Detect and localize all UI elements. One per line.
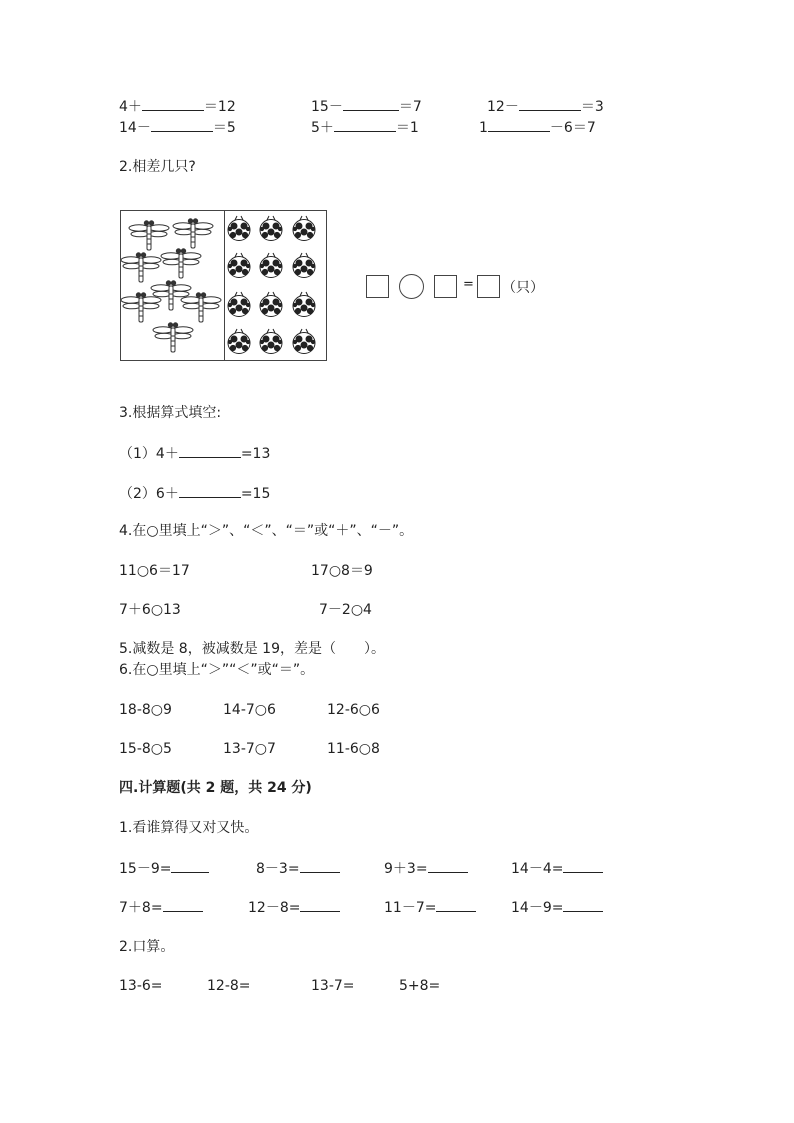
calc-item: 11－7=: [384, 897, 476, 918]
question-3-title: 3.根据算式填空:: [119, 405, 222, 421]
q6-item: 11-6○8: [327, 741, 380, 757]
answer-blank[interactable]: [300, 897, 340, 912]
calc-item: 14－9=: [511, 897, 603, 918]
answer-blank[interactable]: [436, 897, 476, 912]
answer-box[interactable]: [477, 275, 500, 298]
answer-blank[interactable]: [179, 483, 241, 498]
answer-blank[interactable]: [343, 96, 399, 111]
q4-item: 11○6＝17: [119, 563, 190, 579]
calc-item: 8－3=: [256, 858, 340, 879]
calc-2-title: 2.口算。: [119, 939, 175, 955]
answer-blank[interactable]: [171, 858, 209, 873]
dragonfly-ladybug-figure: [120, 210, 327, 361]
answer-blank[interactable]: [519, 96, 581, 111]
answer-blank[interactable]: [488, 117, 550, 132]
answer-blank[interactable]: [334, 117, 396, 132]
mental-calc-item: 13-6=: [119, 978, 163, 994]
mental-calc-item: 5+8=: [399, 978, 441, 994]
unit-label: （只）: [502, 280, 544, 296]
question-6-title: 6.在○里填上“＞”“＜”或“＝”。: [119, 662, 315, 678]
answer-blank[interactable]: [179, 443, 241, 458]
q3-item-1: （1）4＋ =13: [119, 443, 270, 463]
fill-item: 14－ ＝5: [119, 117, 236, 138]
ladybug-group-icon: [225, 211, 328, 360]
answer-box[interactable]: [366, 275, 389, 298]
fill-item: 12－ ＝3: [487, 96, 604, 117]
answer-box[interactable]: [434, 275, 457, 298]
calc-item: 14－4=: [511, 858, 603, 879]
question-4-title: 4.在○里填上“＞”、“＜”、“＝”或“＋”、“－”。: [119, 523, 414, 539]
section-4-title: 四.计算题(共 2 题，共 24 分): [119, 780, 312, 796]
fill-item: 1 －6＝7: [479, 117, 596, 138]
q6-item: 13-7○7: [223, 741, 276, 757]
q4-item: 17○8＝9: [311, 563, 373, 579]
q6-item: 12-6○6: [327, 702, 380, 718]
mental-calc-item: 13-7=: [311, 978, 355, 994]
mental-calc-item: 12-8=: [207, 978, 251, 994]
operator-circle[interactable]: [399, 274, 424, 299]
dragonfly-group-icon: [121, 211, 224, 360]
answer-blank[interactable]: [163, 897, 203, 912]
calc-item: 9＋3=: [384, 858, 468, 879]
q6-item: 18-8○9: [119, 702, 172, 718]
q6-item: 14-7○6: [223, 702, 276, 718]
question-2-title: 2.相差几只?: [119, 159, 196, 175]
answer-blank[interactable]: [428, 858, 468, 873]
calc-item: 15－9=: [119, 858, 209, 879]
answer-blank[interactable]: [563, 858, 603, 873]
calc-item: 7＋8=: [119, 897, 203, 918]
question-5: 5.减数是 8，被减数是 19，差是（ ）。: [119, 641, 385, 657]
calc-1-title: 1.看谁算得又对又快。: [119, 820, 259, 836]
answer-blank[interactable]: [300, 858, 340, 873]
fill-item: 15－ ＝7: [311, 96, 422, 117]
answer-blank[interactable]: [563, 897, 603, 912]
fill-item: 4＋ ＝12: [119, 96, 236, 117]
fill-item: 5＋ ＝1: [311, 117, 419, 138]
q6-item: 15-8○5: [119, 741, 172, 757]
answer-blank[interactable]: [142, 96, 204, 111]
calc-item: 12－8=: [248, 897, 340, 918]
q4-item: 7＋6○13: [119, 602, 181, 618]
answer-blank[interactable]: [151, 117, 213, 132]
difference-equation: [366, 275, 556, 301]
equals-sign: =: [463, 277, 474, 292]
q3-item-2: （2）6＋ =15: [119, 483, 270, 503]
q4-item: 7－2○4: [319, 602, 372, 618]
